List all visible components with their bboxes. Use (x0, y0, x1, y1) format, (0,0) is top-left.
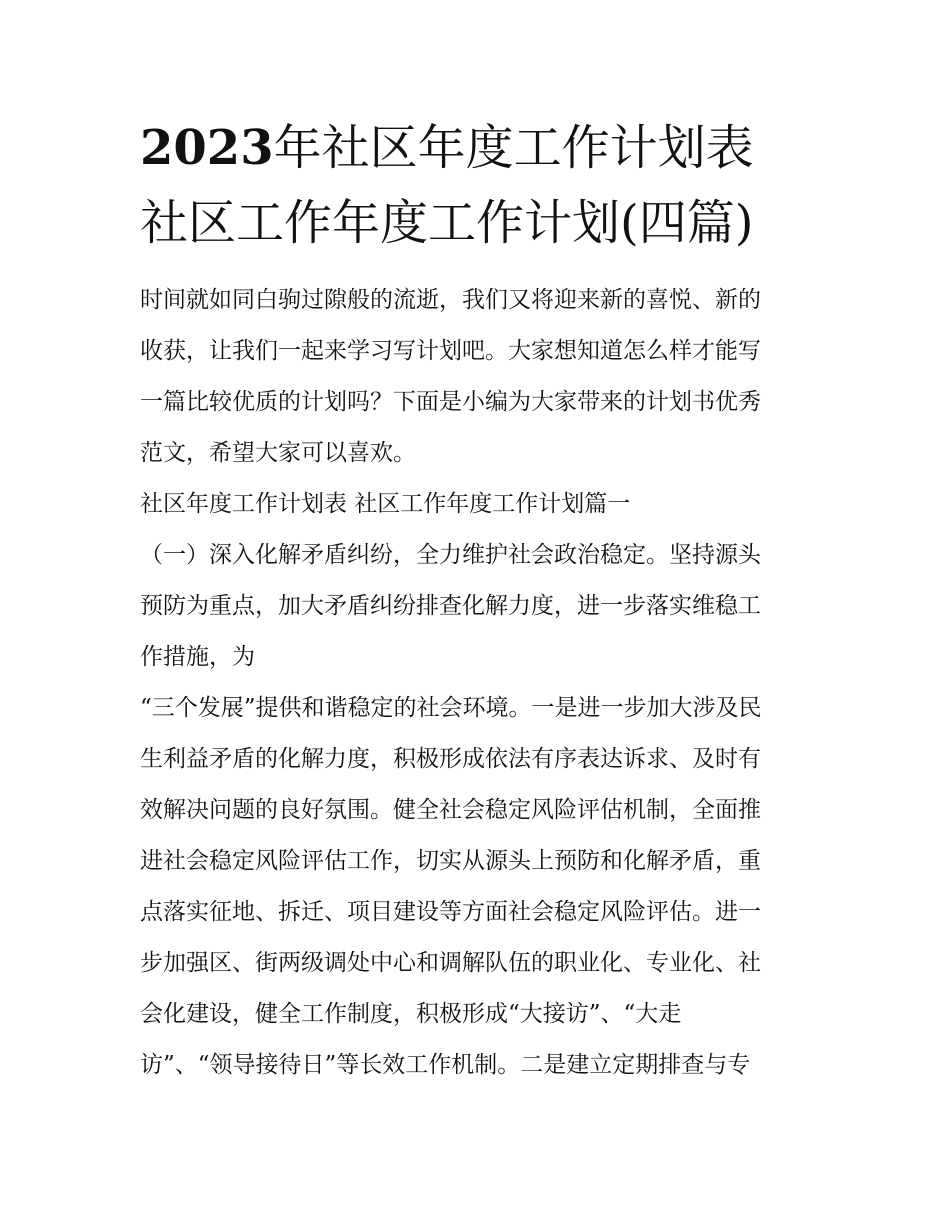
intro-line-1: 时间就如同白驹过隙般的流逝，我们又将迎来新的喜悦、新的 (140, 287, 761, 313)
intro-line-4: 范文，希望大家可以喜欢。 (140, 440, 416, 466)
body-line-1: （一）深入化解矛盾纠纷，全力维护社会政治稳定。坚持源头 (140, 542, 761, 568)
body-line-8: 点落实征地、拆迁、项目建设等方面社会稳定风险评估。进一 (140, 899, 761, 925)
title-line1-text: 年社区年度工作计划表 (273, 120, 754, 176)
body-line-3: 作措施，为 (140, 644, 255, 670)
title-year: 2023 (140, 120, 274, 176)
body-line-9: 步加强区、街两级调处中心和调解队伍的职业化、专业化、社 (140, 950, 761, 976)
document-subtitle: 社区工作年度工作计划(四篇) (140, 195, 754, 251)
section-heading: 社区年度工作计划表 社区工作年度工作计划篇一 (140, 491, 631, 517)
body-line-11: 访”、“领导接待日”等长效工作机制。二是建立定期排查与专 (140, 1052, 751, 1078)
body-line-2: 预防为重点，加大矛盾纠纷排查化解力度，进一步落实维稳工 (140, 593, 761, 619)
body-line-5: 生利益矛盾的化解力度，积极形成依法有序表达诉求、及时有 (140, 746, 761, 772)
body-line-6: 效解决问题的良好氛围。健全社会稳定风险评估机制，全面推 (140, 797, 761, 823)
body-line-4: “三个发展”提供和谐稳定的社会环境。一是进一步加大涉及民 (140, 695, 762, 721)
document-title (140, 118, 754, 178)
intro-line-3: 一篇比较优质的计划吗？下面是小编为大家带来的计划书优秀 (140, 389, 761, 415)
body-line-7: 进社会稳定风险评估工作，切实从源头上预防和化解矛盾，重 (140, 848, 761, 874)
intro-line-2: 收获，让我们一起来学习写计划吧。大家想知道怎么样才能写 (140, 338, 761, 364)
body-line-10: 会化建设，健全工作制度，积极形成“大接访”、“大走 (140, 1001, 682, 1027)
